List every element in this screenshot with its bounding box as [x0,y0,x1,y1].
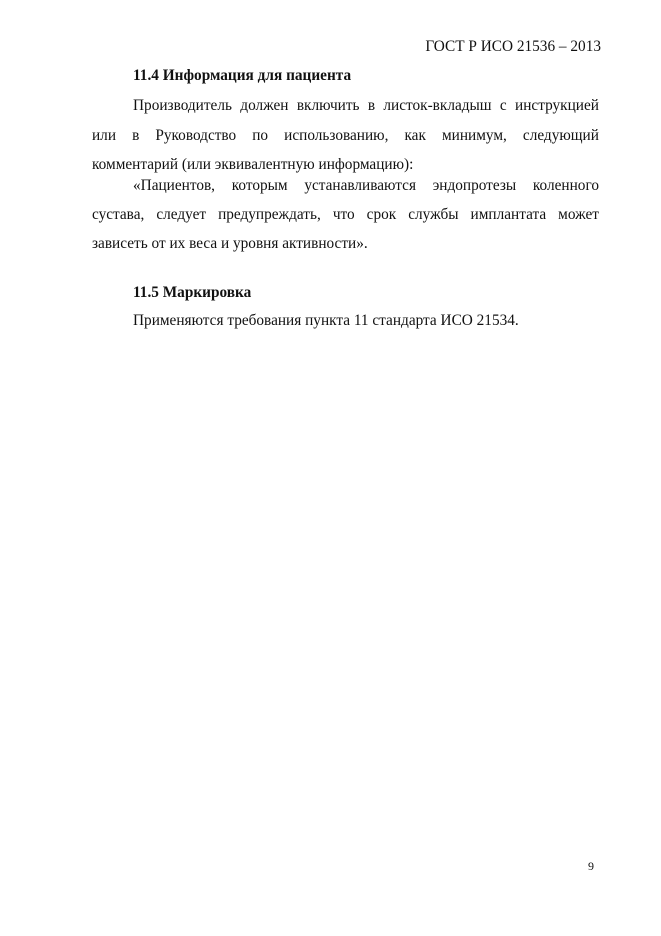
word: службы [408,206,459,223]
para1-line3: комментарий (или эквивалентную информацию): [92,156,414,173]
word: Производитель [133,97,232,114]
word: предупреждать, [218,206,321,223]
word: в [132,127,140,144]
word: с [499,97,507,114]
section-11-4-heading: 11.4 Информация для пациента [133,67,352,84]
word: или [92,127,117,144]
para2-line3: зависеть от их веса и уровня активности». [92,235,368,252]
para1-line2 [92,127,599,145]
word: что [332,206,355,223]
word: которым [231,177,288,194]
word: сустава, [92,206,145,223]
page-number: 9 [588,859,594,873]
word: использованию, [284,127,389,144]
word: имплантата [470,206,547,223]
section-11-5-heading: 11.5 Маркировка [133,284,252,301]
para2-line2 [92,206,599,224]
word: устанавливаются [304,177,416,194]
para1-line1 [133,97,599,115]
section-11-5-text: Применяются требования пункта 11 стандарта ИСО 21534. [133,312,519,329]
word: «Пациентов, [133,177,216,194]
word: листок-вкладыш [383,97,492,114]
word: в [367,97,376,114]
word: эндопротезы [432,177,517,194]
word: включить [296,97,360,114]
word: срок [366,206,397,223]
document-header: ГОСТ Р ИСО 21536 – 2013 [425,38,601,55]
word: должен [240,97,289,114]
word: следующий [522,127,599,144]
para2-line1 [133,177,599,195]
word: может [558,206,599,223]
word: Руководство [155,127,237,144]
word: следует [156,206,207,223]
word: инструкцией [515,97,599,114]
word: коленного [532,177,599,194]
word: по [252,127,269,144]
word: как [404,127,426,144]
word: минимум, [441,127,507,144]
